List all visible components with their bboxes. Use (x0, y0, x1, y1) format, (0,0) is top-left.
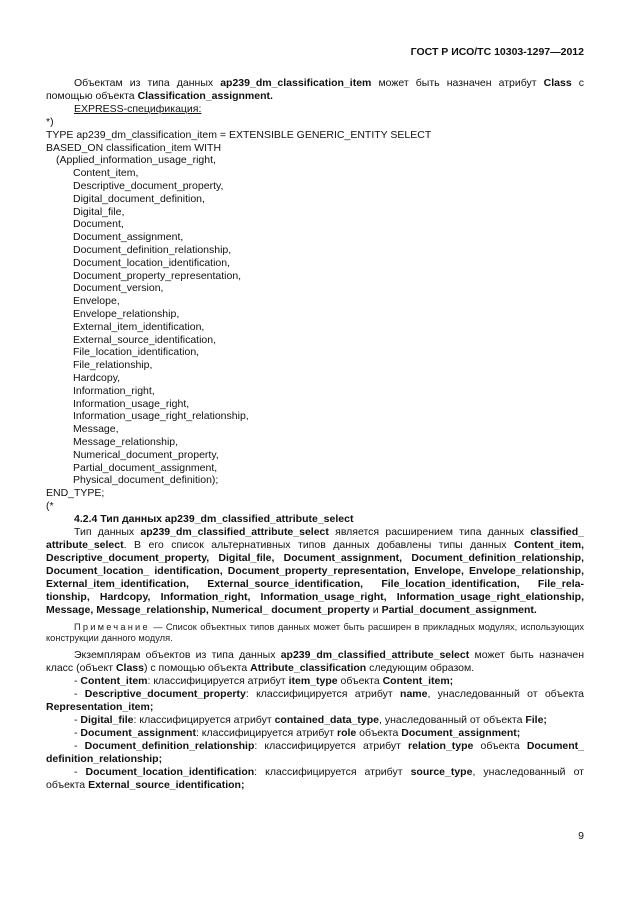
document-header: ГОСТ Р ИСО/ТС 10303-1297—2012 (410, 46, 584, 58)
code-item: File_location_identification, (73, 346, 200, 359)
bullet-item: - Content_item: классифицируется атрибут item_type объекта Content_item; (74, 674, 454, 687)
code-item: Content_item, (73, 167, 139, 180)
code-item: File_relationship, (73, 359, 153, 372)
express-code-block (46, 116, 584, 513)
code-item: Document_property_representation, (73, 269, 242, 282)
code-comment-open: *) (46, 116, 54, 128)
bullet-item: - Document_assignment: классифицируется атрибут role объекта Document_assignment; (74, 726, 521, 739)
code-end-type: END_TYPE; (46, 487, 105, 500)
bullet-item: - Document_definition_relationship: классифицируется атрибут relation_type объекта Document_ definition_relationship; (46, 739, 584, 765)
bullet-item: - Descriptive_document_property: классифицируется атрибут name, унаследованный от объекта Representation_item; (46, 687, 584, 713)
code-item: Message_relationship, (73, 435, 179, 448)
code-item: Hardcopy, (73, 371, 121, 384)
code-based-on-line: BASED_ON classification_item WITH (46, 141, 222, 154)
code-item: Envelope_relationship, (73, 307, 180, 320)
code-item: (Applied_information_usage_right, (56, 154, 216, 167)
code-item: Digital_file, (73, 205, 125, 218)
express-label: EXPRESS-спецификация: (74, 103, 202, 115)
bullet-item: - Digital_file: классифицируется атрибут contained_data_type, унаследованный от объекта File; (74, 713, 547, 726)
code-item: Document, (73, 218, 124, 231)
code-item: Message, (73, 423, 119, 436)
code-item: External_source_identification, (73, 333, 217, 346)
note-paragraph: Примечание — Список объектных типов данных может быть расширен в прикладных модулях, использующих конструкции данного модуля. (46, 621, 584, 644)
code-item: Descriptive_document_property, (73, 179, 224, 192)
intro-paragraph: Объектам из типа данных ap239_dm_classification_item может быть назначен атрибут Class с помощью объекта Classification_assignment. (46, 77, 585, 102)
code-item: Envelope, (73, 295, 120, 308)
code-item: Document_location_identification, (73, 256, 231, 269)
instances-paragraph: Экземплярам объектов из типа данных ap239_dm_classified_attribute_select может быть назначен класс (объект Class) с помощью объекта Attribute_classification следующим образом. (46, 648, 584, 674)
code-item: Document_version, (73, 282, 164, 295)
code-item: Document_assignment, (73, 231, 184, 244)
code-item: Information_usage_right, (73, 397, 190, 410)
code-item: Partial_document_assignment, (73, 461, 218, 474)
code-item: Document_definition_relationship, (73, 243, 232, 256)
section-paragraph: Тип данных ap239_dm_classified_attribute_select является расширением типа данных classified_ attribute_select. В его список альтернативных типов данных добавлены типы данных Content_item, Descriptive_document_property, Digital_file, Document_assignment, Document_definition_relationship, Document_location_ identification, Document_property_representation, Envelope, Envelope_relationship, External_item_identification, External_source_identification, File_location_identification, File_rela- tionship, Hardcopy, Information_right, Information_usage_right, Information_usage_right_elationship, Message, Message_relationship, Numerical_ document_property и Partial_document_assignment. (46, 525, 584, 616)
code-comment-close: (* (46, 499, 54, 512)
page-number: 9 (578, 830, 584, 842)
code-item: Digital_document_definition, (73, 192, 205, 205)
code-type-line: TYPE ap239_dm_classification_item = EXTENSIBLE GENERIC_ENTITY SELECT (46, 128, 432, 141)
code-item: Information_right, (73, 384, 155, 397)
code-item: Physical_document_definition); (73, 474, 219, 487)
section-heading: 4.2.4 Тип данных ap239_dm_classified_attribute_select (74, 512, 354, 525)
code-item: Numerical_document_property, (73, 448, 219, 461)
bullet-item: - Document_location_identification: классифицируется атрибут source_type, унаследованный от объекта External_source_identification; (46, 765, 584, 791)
code-item: External_item_identification, (73, 320, 205, 333)
code-item: Information_usage_right_relationship, (73, 410, 249, 423)
